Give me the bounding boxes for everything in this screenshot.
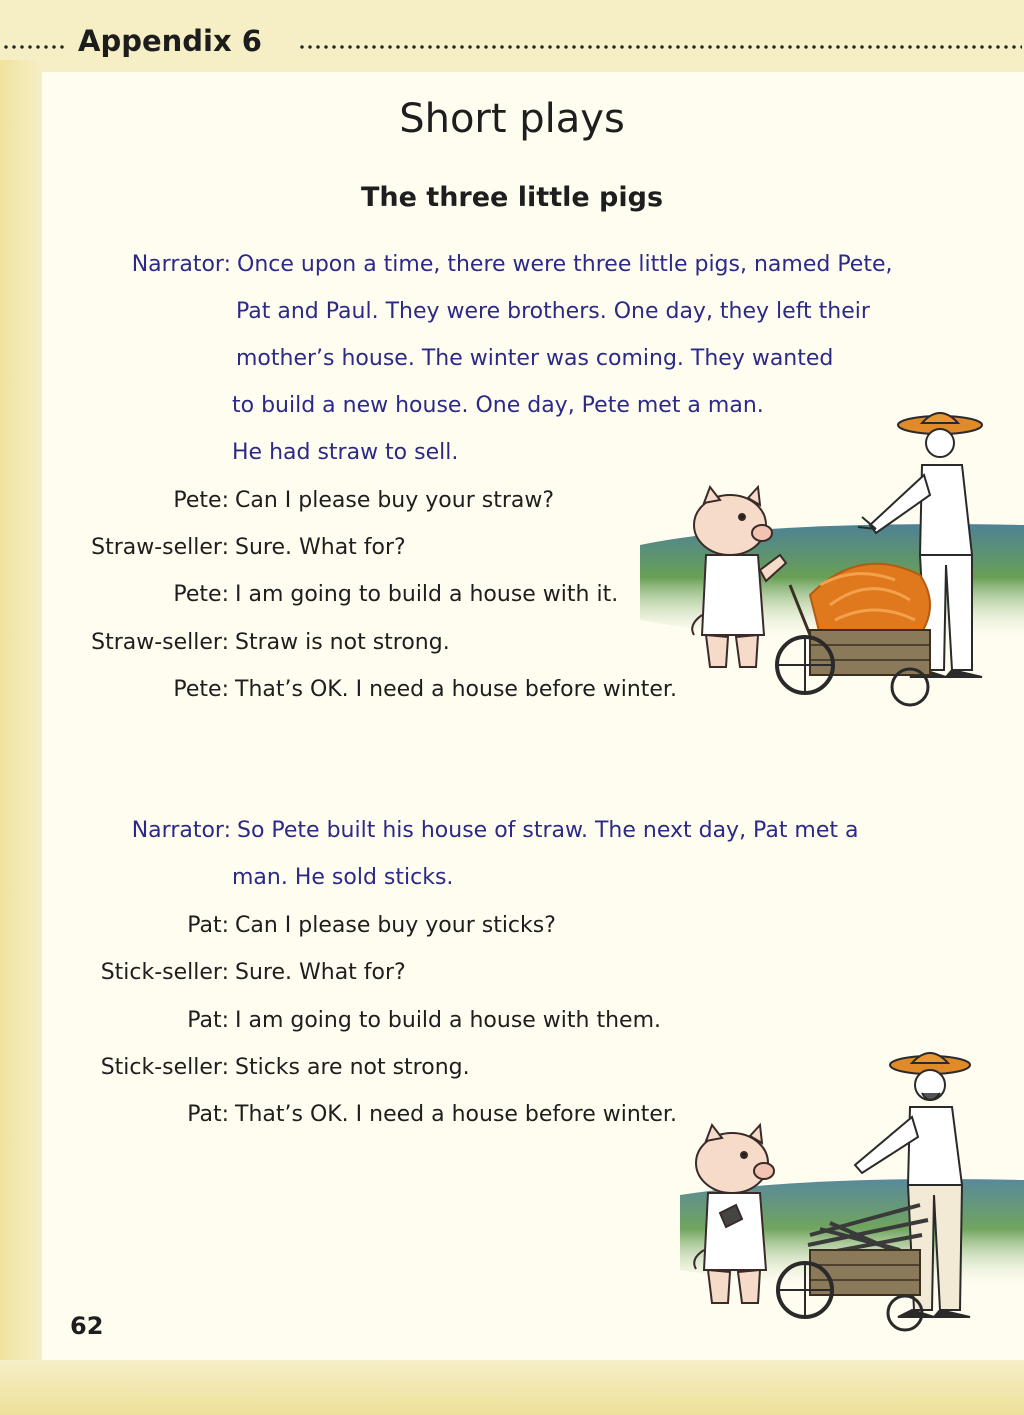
narrator-text: So Pete built his house of straw. The next day, Pat met a [237, 818, 859, 843]
narrator-line [0, 245, 1024, 285]
speaker-label: Pete: [173, 488, 229, 513]
dialogue-text: I am going to build a house with them. [235, 1008, 662, 1033]
straw-seller-illustration [640, 405, 1024, 715]
narrator-text: Once upon a time, there were three little pigs, named Pete, [237, 252, 893, 277]
narrator-text: Pat and Paul. They were brothers. One day, they left their [236, 299, 870, 324]
speaker-label: Straw-seller: [91, 535, 229, 560]
dialogue-text: That’s OK. I need a house before winter. [235, 677, 677, 702]
page-title: Short plays [399, 96, 625, 142]
dialogue-text: Sticks are not strong. [235, 1055, 470, 1080]
appendix-title: Appendix 6 [78, 24, 262, 58]
dialogue-text: That’s OK. I need a house before winter. [235, 1102, 677, 1127]
narrator-text: He had straw to sell. [232, 440, 459, 465]
speaker-label: Narrator: [131, 818, 231, 843]
dialogue-line [0, 1001, 1024, 1041]
speaker-label: Stick-seller: [100, 1055, 229, 1080]
speaker-label: Narrator: [131, 252, 231, 277]
speaker-label: Pat: [187, 913, 229, 938]
dotted-rule-right [298, 44, 1022, 50]
speaker-label: Pete: [173, 582, 229, 607]
speaker-label: Stick-seller: [100, 960, 229, 985]
dialogue-text: Can I please buy your straw? [235, 488, 555, 513]
speaker-label: Pat: [187, 1102, 229, 1127]
page-number: 62 [70, 1312, 104, 1340]
dotted-rule-left [2, 44, 64, 50]
dialogue-line [0, 906, 1024, 946]
dialogue-text: Straw is not strong. [235, 630, 450, 655]
narrator-text: mother’s house. The winter was coming. They wanted [236, 346, 834, 371]
narrator-text: man. He sold sticks. [232, 865, 454, 890]
speaker-label: Straw-seller: [91, 630, 229, 655]
dialogue-line [0, 953, 1024, 993]
dialogue-text: I am going to build a house with it. [235, 582, 619, 607]
page-edge-bottom [0, 1360, 1024, 1415]
speaker-label: Pat: [187, 1008, 229, 1033]
narrator-line [0, 811, 1024, 851]
play-title: The three little pigs [360, 182, 664, 213]
dialogue-text: Can I please buy your sticks? [235, 913, 556, 938]
dialogue-text: Sure. What for? [235, 960, 406, 985]
appendix-header [0, 22, 1024, 66]
narrator-text: to build a new house. One day, Pete met a man. [232, 393, 764, 418]
pete-pig [692, 487, 786, 667]
dialogue-text: Sure. What for? [235, 535, 406, 560]
stick-seller-illustration [660, 1045, 1024, 1355]
speaker-label: Pete: [173, 677, 229, 702]
